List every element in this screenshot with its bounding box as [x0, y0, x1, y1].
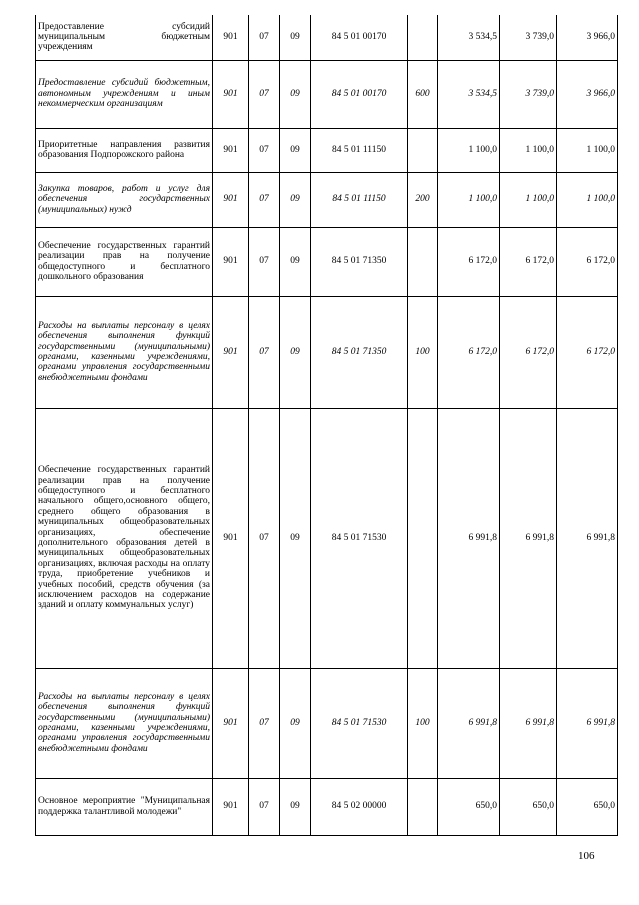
target-code: 84 5 01 11150: [311, 172, 408, 227]
amount-year-1: 6 172,0: [438, 296, 500, 408]
table-row: [36, 227, 618, 296]
target-code: 84 5 01 00170: [311, 60, 408, 128]
admin-code: 901: [213, 296, 249, 408]
amount-year-2: 6 991,8: [500, 668, 557, 778]
expense-type-code: 600: [408, 60, 438, 128]
target-code: 84 5 01 71350: [311, 296, 408, 408]
amount-year-2: 6 172,0: [500, 227, 557, 296]
table-row: [36, 778, 618, 835]
subsection-code: 09: [280, 227, 311, 296]
amount-year-3: 6 172,0: [557, 296, 618, 408]
expense-type-code: 100: [408, 296, 438, 408]
admin-code: 901: [213, 60, 249, 128]
amount-year-1: 1 100,0: [438, 172, 500, 227]
subsection-code: 09: [280, 60, 311, 128]
section-code: 07: [249, 668, 280, 778]
expense-name: Закупка товаров, работ и услуг для обеспечения государственных (муниципальных) нужд: [36, 172, 213, 227]
expense-type-code: [408, 15, 438, 60]
amount-year-3: 3 966,0: [557, 15, 618, 60]
admin-code: 901: [213, 172, 249, 227]
subsection-code: 09: [280, 668, 311, 778]
expense-name: Предоставление субсидий бюджетным, автономным учреждениям и иным некоммерческим организациям: [36, 60, 213, 128]
section-code: 07: [249, 227, 280, 296]
amount-year-2: 650,0: [500, 778, 557, 835]
admin-code: 901: [213, 15, 249, 60]
expense-name: Основное мероприятие "Муниципальная поддержка талантливой молодежи": [36, 778, 213, 835]
amount-year-3: 6 991,8: [557, 408, 618, 668]
amount-year-2: 3 739,0: [500, 15, 557, 60]
admin-code: 901: [213, 778, 249, 835]
expense-name: Обеспечение государственных гарантий реализации прав на получение общедоступного и бесплатного начального общего,основного общего, среднего общего образования в муниципальных общеобразовательных организациях, обеспечение дополнительного образования детей в муниципальных общеобразовательных организациях, включая расходы на оплату труда, приобретение учебников и учебных пособий, средств обучения (за исключением расходов на содержание зданий и оплату коммунальных услуг): [36, 408, 213, 668]
table-row: [36, 296, 618, 408]
table-row: [36, 408, 618, 668]
amount-year-1: 650,0: [438, 778, 500, 835]
target-code: 84 5 01 11150: [311, 128, 408, 172]
amount-year-1: 1 100,0: [438, 128, 500, 172]
section-code: 07: [249, 408, 280, 668]
target-code: 84 5 01 00170: [311, 15, 408, 60]
section-code: 07: [249, 296, 280, 408]
expense-type-code: [408, 227, 438, 296]
target-code: 84 5 01 71350: [311, 227, 408, 296]
section-code: 07: [249, 60, 280, 128]
admin-code: 901: [213, 227, 249, 296]
expense-type-code: [408, 778, 438, 835]
subsection-code: 09: [280, 296, 311, 408]
expense-type-code: 200: [408, 172, 438, 227]
amount-year-2: 3 739,0: [500, 60, 557, 128]
amount-year-2: 1 100,0: [500, 128, 557, 172]
table-row: [36, 668, 618, 778]
admin-code: 901: [213, 408, 249, 668]
expense-name: Расходы на выплаты персоналу в целях обеспечения выполнения функций государственными (муниципальными) органами, казенными учреждениями, органами управления государственными внебюджетными фондами: [36, 296, 213, 408]
target-code: 84 5 01 71530: [311, 408, 408, 668]
subsection-code: 09: [280, 128, 311, 172]
expense-type-code: 100: [408, 668, 438, 778]
amount-year-1: 3 534,5: [438, 60, 500, 128]
expense-type-code: [408, 128, 438, 172]
expense-type-code: [408, 408, 438, 668]
section-code: 07: [249, 778, 280, 835]
amount-year-1: 3 534,5: [438, 15, 500, 60]
table-row: [36, 128, 618, 172]
admin-code: 901: [213, 128, 249, 172]
section-code: 07: [249, 172, 280, 227]
amount-year-1: 6 172,0: [438, 227, 500, 296]
subsection-code: 09: [280, 15, 311, 60]
table-row: [36, 172, 618, 227]
subsection-code: 09: [280, 778, 311, 835]
page-number: 106: [578, 850, 595, 862]
table-row: [36, 60, 618, 128]
section-code: 07: [249, 128, 280, 172]
amount-year-3: 1 100,0: [557, 128, 618, 172]
subsection-code: 09: [280, 408, 311, 668]
admin-code: 901: [213, 668, 249, 778]
budget-table: [35, 15, 618, 836]
amount-year-3: 650,0: [557, 778, 618, 835]
amount-year-2: 1 100,0: [500, 172, 557, 227]
expense-name: Приоритетные направления развития образования Подпорожского района: [36, 128, 213, 172]
amount-year-1: 6 991,8: [438, 668, 500, 778]
amount-year-2: 6 172,0: [500, 296, 557, 408]
amount-year-2: 6 991,8: [500, 408, 557, 668]
expense-name: Предоставление субсидий муниципальным бюджетным учреждениям: [36, 15, 213, 60]
section-code: 07: [249, 15, 280, 60]
amount-year-3: 1 100,0: [557, 172, 618, 227]
target-code: 84 5 02 00000: [311, 778, 408, 835]
expense-name: Обеспечение государственных гарантий реализации прав на получение общедоступного и бесплатного дошкольного образования: [36, 227, 213, 296]
amount-year-3: 3 966,0: [557, 60, 618, 128]
amount-year-1: 6 991,8: [438, 408, 500, 668]
amount-year-3: 6 172,0: [557, 227, 618, 296]
target-code: 84 5 01 71530: [311, 668, 408, 778]
amount-year-3: 6 991,8: [557, 668, 618, 778]
expense-name: Расходы на выплаты персоналу в целях обеспечения выполнения функций государственными (муниципальными) органами, казенными учреждениями, органами управления государственными внебюджетными фондами: [36, 668, 213, 778]
subsection-code: 09: [280, 172, 311, 227]
table-row: [36, 15, 618, 60]
